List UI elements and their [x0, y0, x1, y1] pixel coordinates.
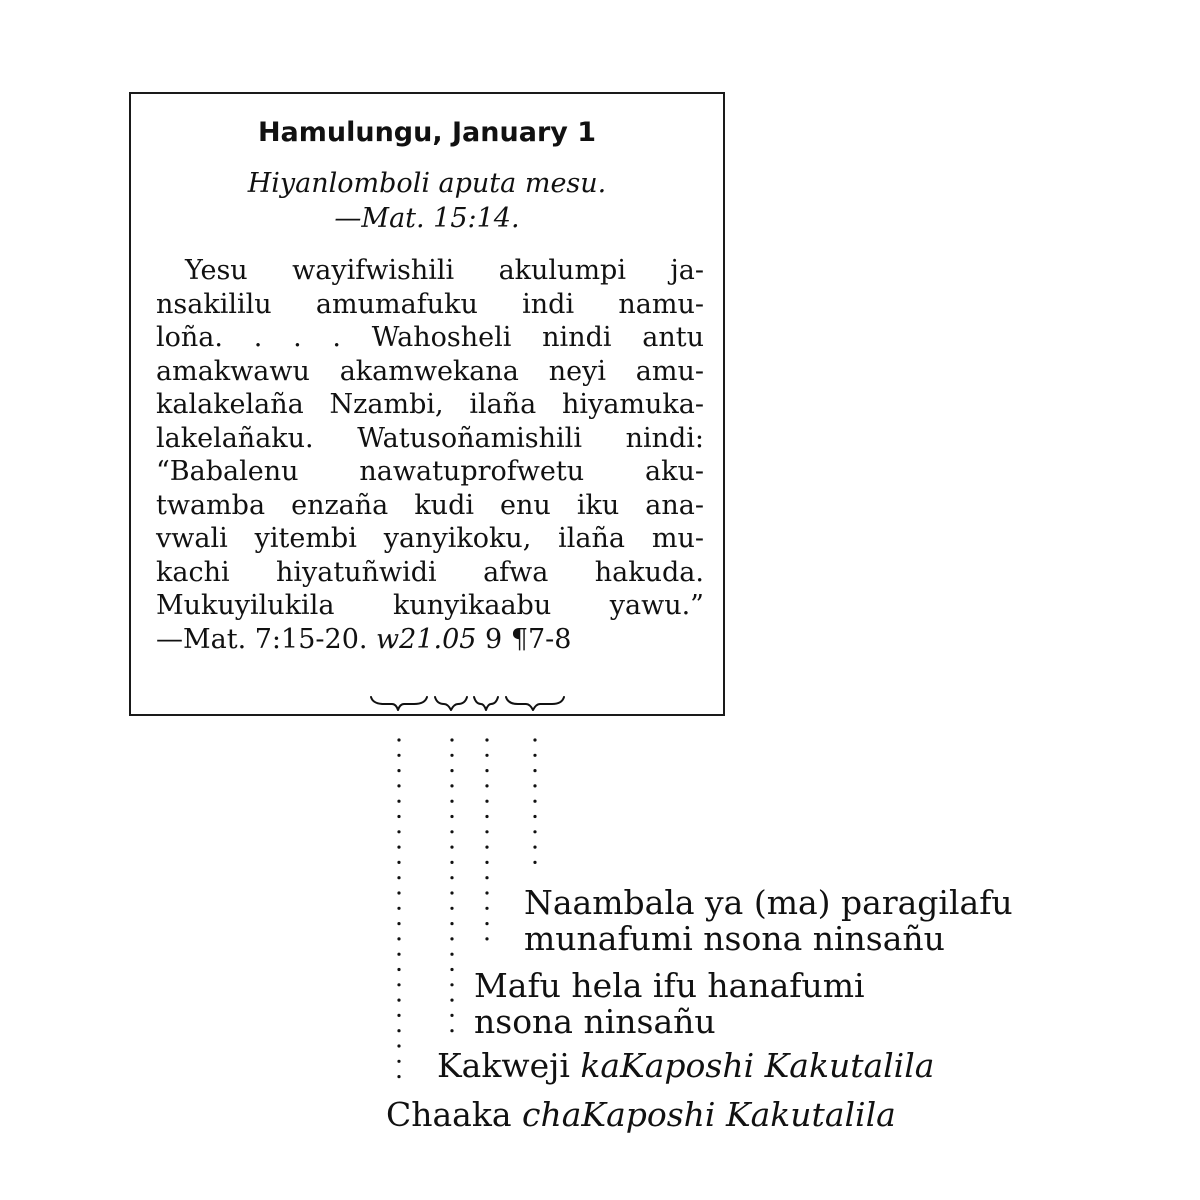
year-label-italic: chaKaposhi Kakutalila	[522, 1095, 896, 1134]
paragraph-label	[524, 885, 1013, 957]
issue-label-italic: kaKaposhi Kakutalila	[580, 1046, 935, 1085]
theme-text: Hiyanlomboli aputa mesu.	[247, 168, 607, 199]
date-heading: Hamulungu, January 1	[257, 117, 597, 148]
issue-label-plain: Kakweji	[437, 1046, 581, 1085]
body-line: kalakelaña Nzambi, ilaña hiyamuka-	[156, 389, 704, 420]
body-line: “Babalenu nawatuprofwetu aku-	[156, 456, 704, 487]
page-label-line: Mafu hela ifu hanafumi	[474, 966, 865, 1005]
body-line: loña. . . . Wahosheli nindi antu	[156, 322, 704, 353]
page-label-line: nsona ninsañu	[474, 1002, 716, 1041]
scripture-citation: —Mat. 7:15-20.	[156, 623, 368, 655]
year-label	[386, 1097, 896, 1133]
issue-label	[437, 1048, 934, 1084]
body-line: twamba enzaña kudi enu iku ana-	[156, 489, 704, 521]
page-reference: 9	[485, 623, 503, 655]
publication-reference: w21.05	[376, 623, 477, 655]
body-line: kachi hiyatuñwidi afwa hakuda.	[156, 556, 704, 588]
body-line: lakelañaku. Watusoñamishili nindi:	[156, 422, 704, 454]
theme-citation: —Mat. 15:14.	[334, 203, 520, 234]
paragraph-label-line: Naambala ya (ma) paragilafu	[524, 883, 1013, 922]
body-line: vwali yitembi yanyikoku, ilaña mu-	[156, 523, 704, 554]
page-label	[474, 968, 865, 1040]
paragraph-reference: ¶7-8	[510, 623, 572, 655]
year-label-plain: Chaaka	[386, 1095, 523, 1134]
body-line: amakwawu akamwekana neyi amu-	[156, 355, 704, 387]
body-line: nsakililu amumafuku indi namu-	[156, 288, 704, 320]
paragraph-label-line: munafumi nsona ninsañu	[524, 919, 945, 958]
body-line: Mukuyilukila kunyikaabu yawu.”	[156, 590, 704, 621]
body-line: Yesu wayifwishili akulumpi ja-	[185, 255, 704, 286]
